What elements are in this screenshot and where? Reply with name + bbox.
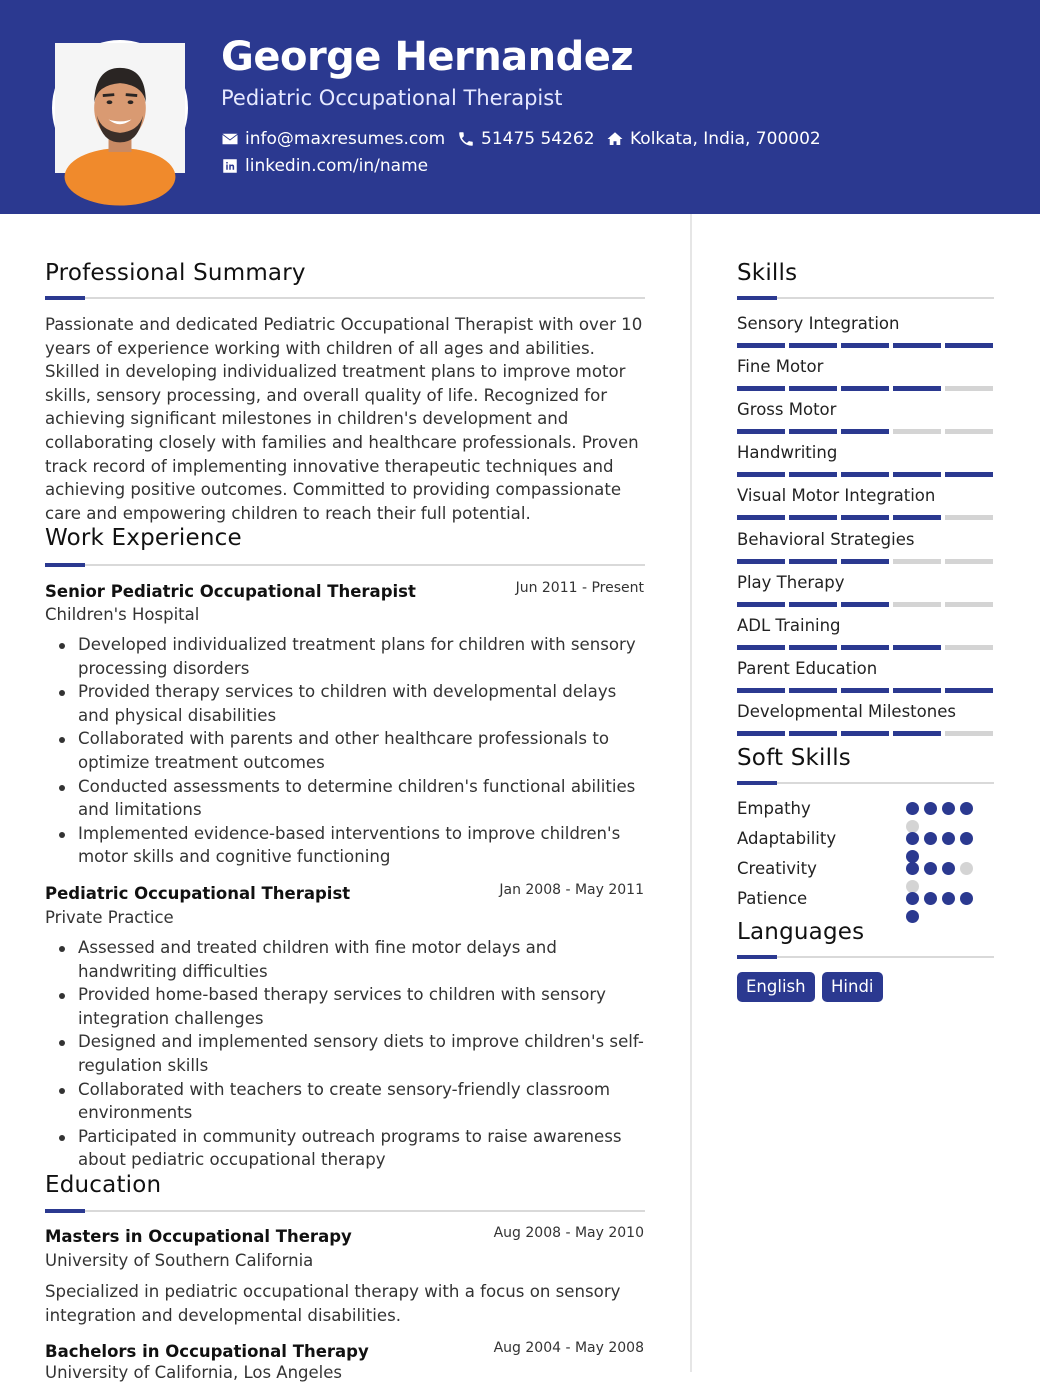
job-bullets — [45, 633, 645, 869]
skill-level-segment — [945, 645, 993, 650]
soft-skill-label: Patience — [737, 889, 808, 908]
summary-text: Passionate and dedicated Pediatric Occupational Therapist with over 10 years of experience working with children of all ages and abilities. Skilled in developing individualized treatment plans to improve motor skills, sensory processing, and overall quality of life. Recognized for achieving significant milestones in children's development and collaborating closely with families and healthcare professionals. Proven track record of implementing innovative therapeutic techniques and achieving positive outcomes. Committed to providing compassionate care and empowering children to reach their full potential. — [45, 315, 643, 523]
skill-level-segment — [841, 472, 889, 477]
section-rule — [737, 782, 994, 784]
school-name: University of California, Los Angeles — [45, 1363, 343, 1382]
skill-level-segment — [893, 731, 941, 736]
skill-level-bar — [737, 343, 993, 348]
skill-level-bar — [737, 645, 993, 650]
skill-level-segment — [945, 386, 993, 391]
list-item: Implemented evidence-based interventions to improve children's motor skills and cognitive functioning — [45, 822, 645, 869]
skill-label: Play Therapy — [737, 572, 845, 592]
skill-level-segment — [841, 343, 889, 348]
section-rule — [45, 1210, 645, 1212]
skill-level-segment — [841, 602, 889, 607]
skill-level-segment — [789, 602, 837, 607]
skill-level-segment — [789, 688, 837, 693]
education-description: Specialized in pediatric occupational therapy with a focus on sensory integration and developmental disabilities. — [45, 1282, 621, 1325]
skill-level-bar — [737, 472, 993, 477]
skill-label: Developmental Milestones — [737, 701, 956, 721]
skill-level-segment — [893, 429, 941, 434]
rating-dot — [924, 862, 937, 875]
rating-dot — [906, 832, 919, 845]
soft-skill-label: Creativity — [737, 859, 817, 878]
skill-level-segment — [841, 559, 889, 564]
skill-level-segment — [945, 688, 993, 693]
list-item: Developed individualized treatment plans for children with sensory processing disorders — [45, 633, 645, 680]
skill-level-bar — [737, 515, 993, 520]
job-title: Senior Pediatric Occupational Therapist — [45, 582, 416, 601]
skill-level-segment — [737, 602, 785, 607]
rating-dot — [960, 802, 973, 815]
skill-label: Parent Education — [737, 658, 878, 678]
skill-label: Visual Motor Integration — [737, 486, 936, 506]
skill-level-segment — [789, 645, 837, 650]
skill-level-segment — [737, 688, 785, 693]
skill-level-segment — [789, 472, 837, 477]
skill-level-bar — [737, 731, 993, 736]
rating-dot — [942, 832, 955, 845]
job-org: Children's Hospital — [45, 605, 200, 624]
skill-label: Gross Motor — [737, 400, 837, 420]
skill-level-segment — [893, 515, 941, 520]
skill-level-segment — [893, 559, 941, 564]
contact-linkedin[interactable] — [221, 156, 428, 176]
skill-level-segment — [789, 386, 837, 391]
skill-level-segment — [945, 429, 993, 434]
school-name: University of Southern California — [45, 1251, 314, 1270]
skill-level-segment — [841, 688, 889, 693]
skill-level-segment — [841, 429, 889, 434]
skill-level-segment — [893, 386, 941, 391]
skill-level-segment — [789, 515, 837, 520]
skill-level-segment — [945, 343, 993, 348]
skill-level-segment — [893, 645, 941, 650]
rating-dot — [924, 832, 937, 845]
skill-level-segment — [789, 429, 837, 434]
skill-level-segment — [789, 559, 837, 564]
skill-label: Sensory Integration — [737, 314, 900, 333]
rating-dot — [960, 892, 973, 905]
rating-dot — [906, 802, 919, 815]
job-dates: Jan 2008 - May 2011 — [499, 882, 644, 898]
skill-level-segment — [893, 472, 941, 477]
soft-skill-rating — [906, 802, 976, 833]
summary-heading: Professional Summary — [45, 260, 306, 286]
skill-level-bar — [737, 602, 993, 607]
education-dates: Aug 2004 - May 2008 — [493, 1340, 644, 1356]
soft-skill-rating — [906, 862, 976, 893]
skill-label: Fine Motor — [737, 357, 824, 377]
rating-dot — [942, 802, 955, 815]
home-icon — [606, 130, 624, 148]
contact-phone[interactable] — [457, 129, 595, 149]
rating-dot — [906, 892, 919, 905]
location-text: Kolkata, India, 700002 — [630, 129, 821, 149]
portrait-icon — [55, 43, 185, 173]
soft-skill-rating — [906, 892, 976, 923]
skill-level-segment — [737, 515, 785, 520]
language-badge: Hindi — [822, 972, 883, 1002]
skill-level-segment — [789, 731, 837, 736]
education-dates: Aug 2008 - May 2010 — [493, 1225, 644, 1241]
skill-level-segment — [737, 731, 785, 736]
rating-dot — [924, 802, 937, 815]
skill-level-segment — [893, 688, 941, 693]
soft-skill-rating — [906, 832, 976, 863]
skill-level-segment — [737, 645, 785, 650]
profile-photo — [52, 40, 188, 176]
resume-header — [0, 0, 1040, 214]
linkedin-text[interactable]: linkedin.com/in/name — [245, 156, 429, 176]
soft-skill-label: Adaptability — [737, 829, 837, 848]
skill-level-bar — [737, 688, 993, 693]
skill-level-segment — [737, 472, 785, 477]
list-item: Provided home-based therapy services to children with sensory integration challenges — [45, 983, 645, 1030]
candidate-name: George Hernandez — [221, 34, 634, 80]
contact-email[interactable] — [221, 129, 445, 149]
column-divider — [690, 214, 692, 1372]
skill-level-bar — [737, 429, 993, 434]
job-title: Pediatric Occupational Therapist — [45, 884, 351, 903]
job-dates: Jun 2011 - Present — [515, 580, 644, 596]
language-badge: English — [737, 972, 815, 1002]
list-item: Collaborated with parents and other healthcare professionals to optimize treatment outcomes — [45, 727, 645, 774]
skill-level-segment — [893, 602, 941, 607]
rating-dot — [942, 862, 955, 875]
skill-level-segment — [789, 343, 837, 348]
list-item: Designed and implemented sensory diets to improve children's self-regulation skills — [45, 1030, 645, 1077]
skill-level-segment — [841, 645, 889, 650]
skill-level-segment — [945, 731, 993, 736]
skill-label: ADL Training — [737, 615, 841, 635]
list-item: Participated in community outreach programs to raise awareness about pediatric occupational therapy — [45, 1125, 645, 1172]
contact-location — [606, 129, 821, 149]
section-rule — [737, 297, 994, 299]
list-item: Provided therapy services to children with developmental delays and physical disabilities — [45, 680, 645, 727]
section-rule — [45, 564, 645, 566]
section-rule — [45, 297, 645, 299]
skill-level-segment — [945, 472, 993, 477]
rating-dot — [906, 910, 919, 923]
section-rule — [737, 956, 994, 958]
phone-icon — [457, 130, 475, 148]
skill-label: Handwriting — [737, 443, 838, 463]
phone-text[interactable]: 51475 54262 — [481, 129, 595, 149]
list-item: Assessed and treated children with fine motor delays and handwriting difficulties — [45, 936, 645, 983]
skill-level-segment — [737, 386, 785, 391]
envelope-icon — [221, 130, 239, 148]
skill-level-bar — [737, 386, 993, 391]
skill-level-segment — [737, 429, 785, 434]
email-text[interactable]: info@maxresumes.com — [245, 129, 446, 149]
skill-level-segment — [945, 602, 993, 607]
rating-dot — [924, 892, 937, 905]
list-item: Collaborated with teachers to create sensory-friendly classroom environments — [45, 1078, 645, 1125]
list-item: Conducted assessments to determine children's functional abilities and limitations — [45, 775, 645, 822]
rating-dot — [960, 862, 973, 875]
skill-level-segment — [841, 731, 889, 736]
degree-title: Masters in Occupational Therapy — [45, 1227, 352, 1246]
skill-level-segment — [945, 559, 993, 564]
degree-title: Bachelors in Occupational Therapy — [45, 1342, 369, 1361]
skill-level-segment — [945, 515, 993, 520]
skill-level-segment — [893, 343, 941, 348]
skill-level-segment — [841, 515, 889, 520]
rating-dot — [960, 832, 973, 845]
education-heading: Education — [45, 1172, 162, 1198]
skill-level-segment — [737, 343, 785, 348]
rating-dot — [906, 862, 919, 875]
soft-skill-label: Empathy — [737, 799, 811, 818]
skill-label: Behavioral Strategies — [737, 529, 915, 549]
skill-level-bar — [737, 559, 993, 564]
work-heading: Work Experience — [45, 525, 242, 551]
skills-heading: Skills — [737, 260, 798, 286]
skill-level-segment — [737, 559, 785, 564]
linkedin-icon — [221, 157, 239, 175]
rating-dot — [942, 892, 955, 905]
languages-heading: Languages — [737, 919, 865, 945]
skill-level-segment — [841, 386, 889, 391]
job-bullets — [45, 936, 645, 1172]
soft-skills-heading: Soft Skills — [737, 745, 851, 771]
job-org: Private Practice — [45, 908, 174, 927]
candidate-title: Pediatric Occupational Therapist — [221, 86, 563, 110]
